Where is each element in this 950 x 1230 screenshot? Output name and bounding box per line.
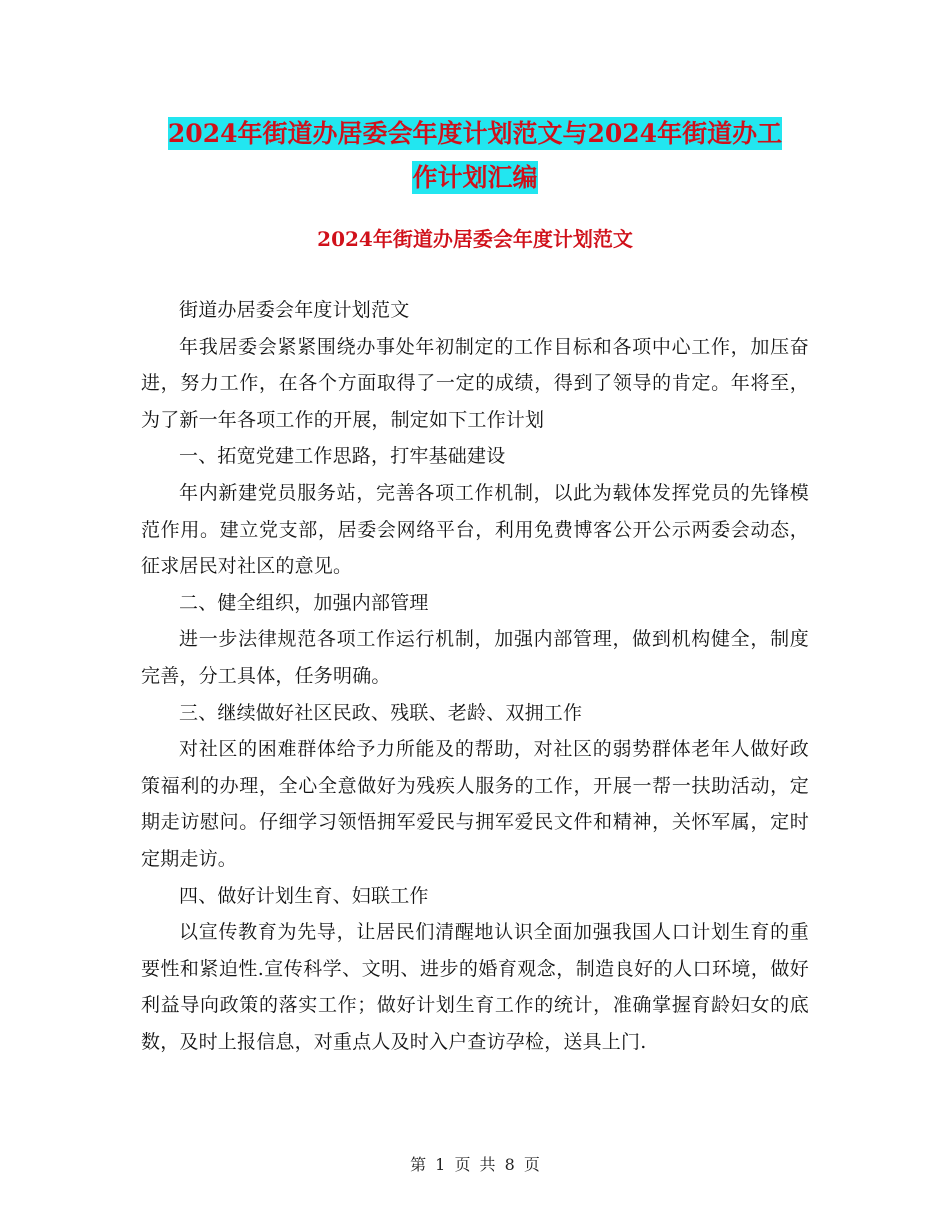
document-body [141,292,809,1060]
section-title: 2024年街道办居委会年度计划范文 [317,227,633,251]
paragraph: 街道办居委会年度计划范文 [179,299,410,321]
paragraph: 以宣传教育为先导，让居民们清醒地认识全面加强我国人口计划生育的重要性和紧迫性.宣传科学、文明、进步的婚育观念，制造良好的人口环境，做好利益导向政策的落实工作；做好计划生育工作的统计，准确掌握育龄妇女的底数，及时上报信息，对重点人及时入户查访孕检，送具上门. [141,921,809,1053]
paragraph: 年我居委会紧紧围绕办事处年初制定的工作目标和各项中心工作，加压奋进，努力工作，在各个方面取得了一定的成绩，得到了领导的肯定。年将至，为了新一年各项工作的开展，制定如下工作计划 [141,335,809,431]
title-line-2: 作计划汇编 [412,163,538,192]
title-line-1: 2024年街道办居委会年度计划范文与2024年街道办工 [167,119,783,148]
section-heading: 四、做好计划生育、妇联工作 [179,884,429,907]
paragraph: 进一步法律规范各项工作运行机制，加强内部管理，做到机构健全，制度完善，分工具体，任务明确。 [141,628,809,687]
paragraph: 年内新建党员服务站，完善各项工作机制，以此为载体发挥党员的先锋模范作用。建立党支部，居委会网络平台，利用免费博客公开公示两委会动态，征求居民对社区的意见。 [141,481,809,578]
section-heading: 一、拓宽党建工作思路，打牢基础建设 [179,445,506,468]
section-heading: 二、健全组织，加强内部管理 [179,591,429,614]
page-footer: 第 1 页 共 8 页 [410,1155,540,1174]
paragraph: 对社区的困难群体给予力所能及的帮助，对社区的弱势群体老年人做好政策福利的办理，全心全意做好为残疾人服务的工作，开展一帮一扶助活动，定期走访慰问。仔细学习领悟拥军爱民与拥军爱民文件和精神，关怀军属，定时定期走访。 [141,738,809,870]
section-heading: 三、继续做好社区民政、残联、老龄、双拥工作 [179,701,583,724]
document-title [140,112,810,200]
